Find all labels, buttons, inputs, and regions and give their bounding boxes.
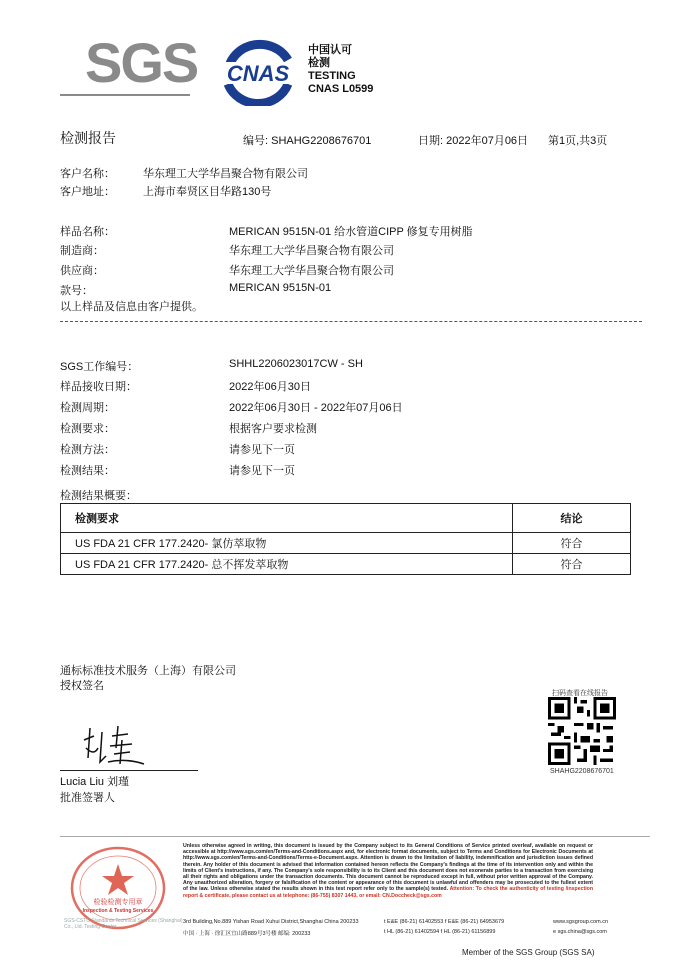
supplier-value: 华东理工大学华昌聚合物有限公司 xyxy=(229,265,394,277)
signature-line xyxy=(60,770,198,771)
report-date: 日期: 2022年07月06日 xyxy=(418,135,529,147)
job-no-value: SHHL2206023017CW - SH xyxy=(229,358,363,370)
received-value: 2022年06月30日 xyxy=(229,381,311,393)
signer-name: Lucia Liu 刘瑾 xyxy=(60,776,130,788)
row-requirement: US FDA 21 CFR 177.2420- 总不挥发萃取物 xyxy=(61,554,513,575)
sgs-logo: SGS xyxy=(85,31,198,94)
authenticity-attention: Attention: To check the authenticity of testing /inspection report & certificate, please contact us at telephone: (86-755) 8307 1443, or email: CN.Doccheck@sgs.com xyxy=(183,886,593,899)
model-label: 款号： xyxy=(60,285,93,297)
results-table xyxy=(60,503,631,575)
requirement-value: 根据客户要求检测 xyxy=(229,423,317,435)
method-value: 请参见下一页 xyxy=(229,444,295,456)
job-no-label: SGS工作编号： xyxy=(60,361,139,373)
result-value: 请参见下一页 xyxy=(229,465,295,477)
supplier-label: 供应商： xyxy=(60,265,104,277)
results-header-row xyxy=(61,504,631,533)
row-conclusion: 符合 xyxy=(513,554,631,575)
address-cn: 中国 · 上海 · 徐汇区宜山路889号3号楼 邮编: 200233 xyxy=(183,931,311,937)
client-address-label: 客户地址： xyxy=(60,186,115,198)
period-value: 2022年06月30日 - 2022年07月06日 xyxy=(229,402,403,414)
authorized-signature-label: 授权签名 xyxy=(60,680,104,692)
cnas-accreditation xyxy=(308,44,373,96)
address-en: 3rd Building,No.889 Yishan Road Xuhui District,Shanghai China 200233 xyxy=(183,919,359,925)
stamp-side-text: SGS-CSTC Standards Technical Services (Shanghai) Co., Ltd. Testing Center xyxy=(64,918,183,930)
sample-note: 以上样品及信息由客户提供。 xyxy=(60,301,203,313)
manufacturer-label: 制造商： xyxy=(60,245,104,257)
tel-ee: t E&E (86-21) 61402553 f E&E (86-21) 64953679 xyxy=(384,919,505,925)
stamp-name: 检验检测专用章 xyxy=(93,898,143,906)
sample-name-value: MERICAN 9515N-01 给水管道CIPP 修复专用树脂 xyxy=(229,226,473,238)
qr-caption: 扫码查看在线报告 xyxy=(552,690,608,697)
row-requirement: US FDA 21 CFR 177.2420- 氯仿萃取物 xyxy=(61,533,513,554)
cnas-line-2: 检测 xyxy=(308,57,330,69)
cnas-logo-icon xyxy=(210,38,306,106)
report-title: 检测报告 xyxy=(60,130,116,146)
client-name-value: 华东理工大学华昌聚合物有限公司 xyxy=(143,168,308,180)
row-conclusion: 符合 xyxy=(513,533,631,554)
method-label: 检测方法： xyxy=(60,444,115,456)
client-address-value: 上海市奉贤区目华路130号 xyxy=(143,186,272,198)
report-number: 编号: SHAHG2208676701 xyxy=(243,135,372,147)
col-conclusion-header: 结论 xyxy=(513,504,631,533)
tel-hl: t HL (86-21) 61402594 f HL (86-21) 61156899 xyxy=(384,929,496,935)
table-row xyxy=(61,533,631,554)
summary-label: 检测结果概要： xyxy=(60,490,137,502)
sgs-logo-underline xyxy=(60,94,190,96)
cnas-line-4: CNAS L0599 xyxy=(308,83,374,95)
email-link[interactable]: e sgs.china@sgs.com xyxy=(553,929,607,935)
stamp-en: Inspection & Testing Services xyxy=(82,908,154,914)
requirement-label: 检测要求： xyxy=(60,423,115,435)
result-label: 检测结果： xyxy=(60,465,115,477)
qr-report-id: SHAHG2208676701 xyxy=(550,768,614,775)
report-page-count: 第1页,共3页 xyxy=(548,135,608,147)
cnas-badge-text: CNAS xyxy=(226,61,290,86)
sample-name-label: 样品名称： xyxy=(60,226,115,238)
client-name-label: 客户名称： xyxy=(60,168,115,180)
manufacturer-value: 华东理工大学华昌聚合物有限公司 xyxy=(229,245,394,257)
qr-code-icon[interactable] xyxy=(548,697,616,765)
received-label: 样品接收日期： xyxy=(60,381,137,393)
period-label: 检测周期： xyxy=(60,402,115,414)
signer-role: 批准签署人 xyxy=(60,792,115,804)
legal-disclaimer xyxy=(183,843,593,899)
sgs-group-membership: Member of the SGS Group (SGS SA) xyxy=(462,948,595,957)
model-value: MERICAN 9515N-01 xyxy=(229,282,332,294)
cnas-line-3: TESTING xyxy=(308,70,356,82)
cnas-line-1: 中国认可 xyxy=(308,44,352,56)
website-link[interactable]: www.sgsgroup.com.cn xyxy=(553,919,609,925)
lab-company: 通标标准技术服务（上海）有限公司 xyxy=(60,665,236,677)
section-divider xyxy=(60,321,642,322)
signature-image xyxy=(80,718,150,768)
legal-text: Unless otherwise agreed in writing, this document is issued by the Company subject to its General Conditions of Service printed overleaf, available on request or accessible at http://www.sgs.com/en/Terms-and-Conditions.aspx and, for electronic format documents, subject to Terms and Conditions for Electronic Documents at http://www.sgs.com/en/Terms-and-Conditions/Terms-e-Document.aspx. Attention is drawn to the limitation of liability, indemnification and jurisdiction issues defined therein. Any holder of this document is advised that information contained hereon reflects the Company's findings at the time of its intervention only and within the limits of Client's instructions, if any. The Company's sole responsibility is to its Client and this document does not exonerate parties to a transaction from exercising all their rights and obligations under the transaction documents. This document cannot be reproduced except in full, without prior written approval of the Company. Any unauthorized alteration, forgery or falsification of the content or appearance of this document is unlawful and offenders may be prosecuted to the fullest extent of the law. Unless otherwise stated the results shown in this test report refer only to the sample(s) tested. xyxy=(183,843,593,893)
footer-divider xyxy=(60,836,650,837)
col-requirement-header: 检测要求 xyxy=(61,504,513,533)
table-row xyxy=(61,554,631,575)
